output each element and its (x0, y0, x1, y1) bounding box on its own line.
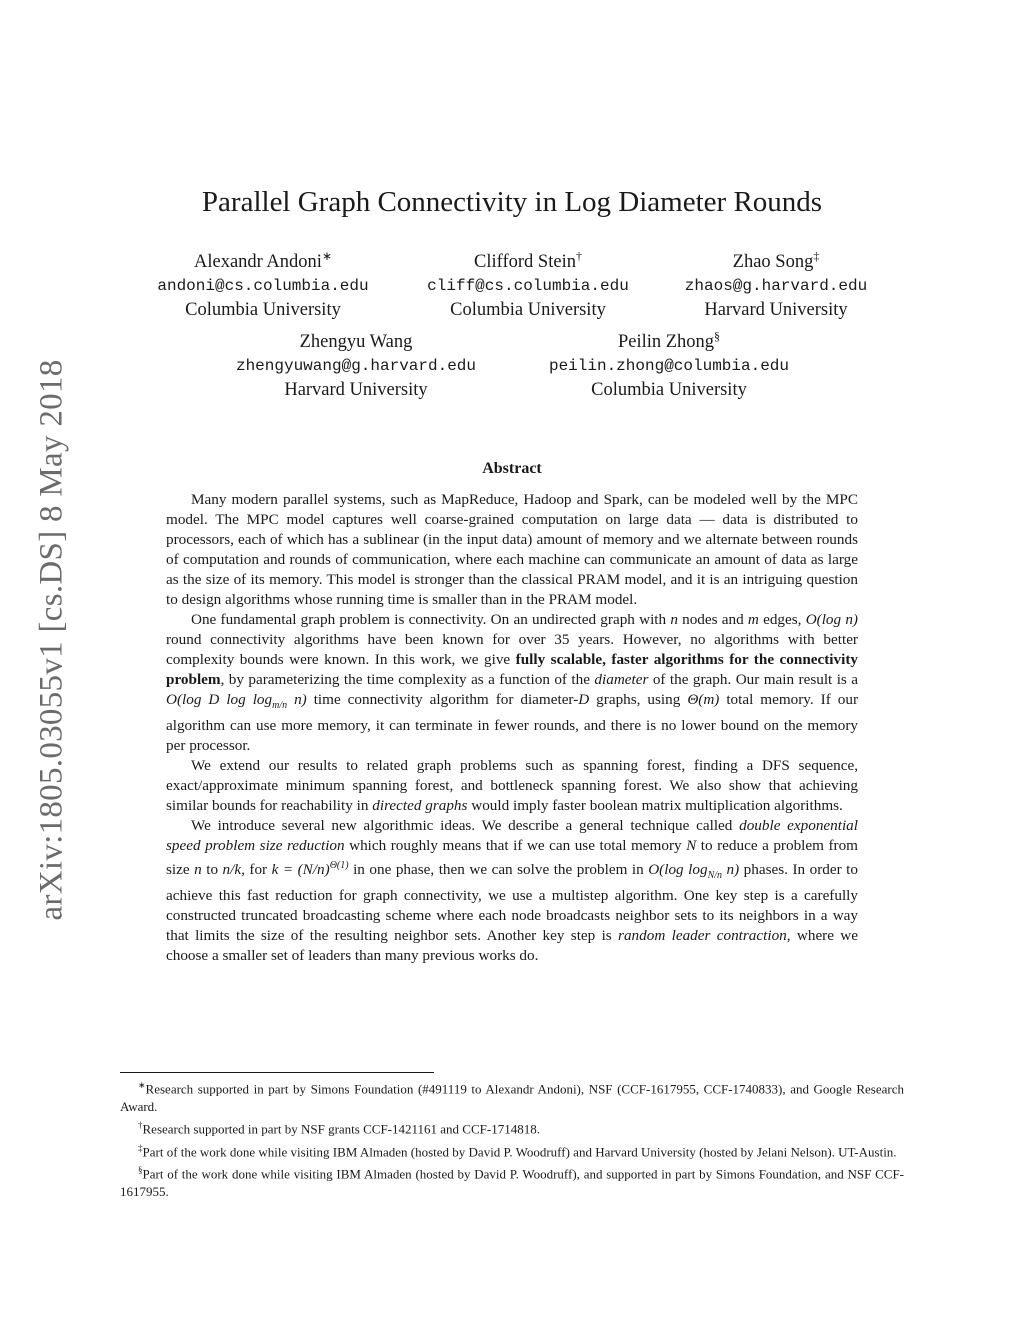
footnote: ∗Research supported in part by Simons Foundation (#491119 to Alexandr Andoni), NSF (CCF-1617955, CCF-1740833), and Google Research Award. (120, 1080, 904, 1115)
author-block (509, 324, 829, 402)
paper-title: Parallel Graph Connectivity in Log Diameter Rounds (201, 186, 823, 218)
abstract-body (166, 490, 858, 966)
footnote-rule (120, 1072, 434, 1073)
author-affiliation: Harvard University (704, 300, 848, 321)
author-email: zhengyuwang@g.harvard.edu (235, 357, 477, 376)
author-name: Clifford Stein† (474, 249, 582, 273)
footnote: †Research supported in part by NSF grants CCF-1421161 and CCF-1714818. (138, 1120, 540, 1137)
author-name: Alexandr Andoni∗ (194, 249, 332, 273)
author-affiliation: Columbia University (185, 300, 341, 321)
author-name: Zhengyu Wang (299, 332, 413, 353)
author-email: cliff@cs.columbia.edu (427, 277, 629, 296)
footnote: §Part of the work done while visiting IBM Almaden (hosted by David P. Woodruff), and supported in part by Simons Foundation, and NSF CCF-1617955. (120, 1164, 904, 1200)
arxiv-identifier-text: arXiv:1805.03055v1 [cs.DS] 8 May 2018 (33, 359, 70, 921)
author-block (616, 244, 936, 322)
author-affiliation: Columbia University (591, 380, 747, 401)
author-affiliation: Harvard University (284, 380, 428, 401)
abstract-heading: Abstract (482, 460, 542, 477)
author-email: zhaos@g.harvard.edu (684, 277, 868, 296)
author-name: Peilin Zhong§ (617, 329, 721, 353)
author-affiliation: Columbia University (450, 300, 606, 321)
author-email: andoni@cs.columbia.edu (157, 277, 369, 296)
abstract-paragraph: We introduce several new algorithmic ideas. We describe a general technique called double exponential speed problem size reduction which roughly means that if we can use total memory N to reduce a problem from size n to n/k, for $k = (N/n)^{\Theta(1)}$ in one phase, then we can solve the problem in O(log $\log_{N/n} n$) phases. In order to achieve this fast reduction for graph connectivity, we use a multistep algorithm. One key step is a carefully constructed truncated broadcasting scheme where each node broadcasts neighbor sets to its neighbors in a way that limits the size of the resulting neighbor sets. Another key step is random leader contraction, where we choose a smaller set of leaders than many previous works do. (166, 817, 859, 965)
abstract-paragraph: We extend our results to related graph problems such as spanning forest, finding a DFS sequence, exact/approximate minimum spanning forest, and bottleneck spanning forest. We also show that achieving similar bounds for reachability in directed graphs would imply faster boolean matrix multiplication algorithms. (166, 757, 858, 815)
abstract-paragraph: One fundamental graph problem is connectivity. On an undirected graph with n nodes and m edges, O(log n) round connectivity algorithms have been known for over 35 years. However, no algorithms with better complexity bounds were known. In this work, we give fully scalable, faster algorithms for the connectivity problem, by parameterizing the time complexity as a function of the diameter of the graph. Our main result is a O(log D $\log \log_{m/n} n$) time connectivity algorithm for diameter-D graphs, using Θ(m) total memory. If our algorithm can use more memory, it can terminate in fewer rounds, and there is no lower bound on the memory per processor. (166, 611, 858, 755)
abstract-paragraph: Many modern parallel systems, such as MapReduce, Hadoop and Spark, can be modeled well by the MPC model. The MPC model captures well coarse-grained computation on large data — data is distributed to processors, each of which has a sublinear (in the input data) amount of memory and we alternate between rounds of computation and rounds of communication, where each machine can communicate an amount of data as large as the size of its memory. This model is stronger than the classical PRAM model, and it is an intriguing question to design algorithms whose running time is smaller than in the PRAM model. (166, 491, 858, 608)
author-email: peilin.zhong@columbia.edu (548, 357, 790, 376)
footnotes (120, 1076, 904, 1201)
author-block (196, 324, 516, 402)
footnote: ‡Part of the work done while visiting IBM Almaden (hosted by David P. Woodruff) and Harvard University (hosted by Jelani Nelson). UT-Austin. (138, 1142, 897, 1159)
author-name: Zhao Song‡ (732, 249, 820, 273)
